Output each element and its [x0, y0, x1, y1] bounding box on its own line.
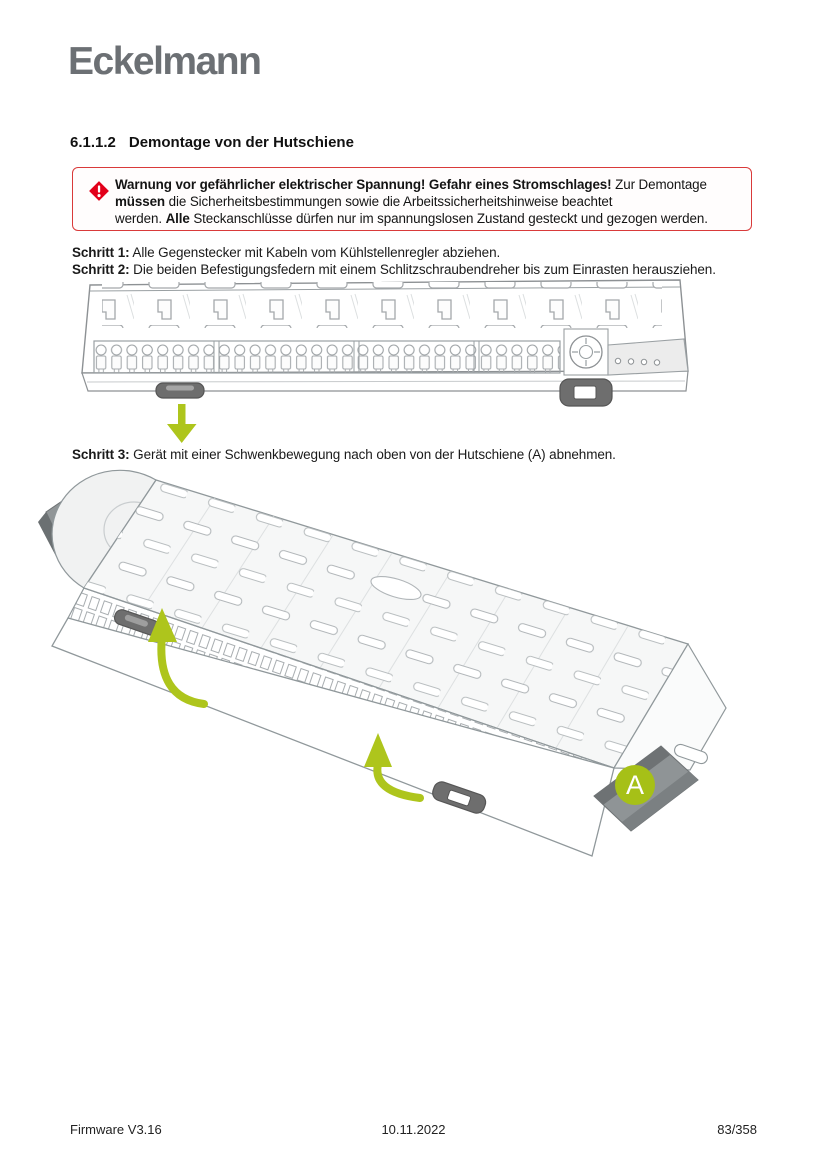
- step-3-block: [72, 447, 616, 464]
- rail-label-badge: [615, 765, 655, 805]
- footer-page-number: 83/358: [717, 1122, 757, 1137]
- electric-warning-icon: [88, 180, 110, 202]
- rotary-switch: [564, 329, 608, 375]
- company-logo: Eckelmann: [68, 40, 261, 83]
- step-1-text: Alle Gegenstecker mit Kabeln vom Kühlstellenregler abziehen.: [129, 245, 501, 260]
- warning-line3-bold: Alle: [165, 211, 190, 227]
- section-title: Demontage von der Hutschiene: [128, 134, 354, 151]
- figure-controller-removal-view: [38, 468, 728, 868]
- warning-line1-rest: Zur Demontage: [611, 177, 707, 192]
- footer-firmware-version: Firmware V3.16: [70, 1122, 162, 1137]
- din-clip-right: [560, 379, 612, 406]
- step-1-label: Schritt 1:: [72, 245, 130, 260]
- footer-date: 10.11.2022: [381, 1122, 446, 1137]
- din-clip-left: [156, 383, 204, 398]
- step-3-text: Gerät mit einer Schwenkbewegung nach oben von der Hutschiene (A) abnehmen.: [129, 447, 616, 462]
- led-panel: [608, 339, 688, 375]
- step-3: [72, 447, 616, 464]
- step-list: [72, 245, 716, 279]
- page-footer: [70, 1122, 757, 1140]
- warning-title: Warnung vor gefährlicher elektrischer Spannung! Gefahr eines Stromschlages!: [115, 177, 612, 192]
- warning-line2-bold: müssen: [115, 194, 166, 210]
- warning-line-2: [115, 193, 743, 210]
- section-number: 6.1.1.2: [70, 134, 116, 151]
- rail-label-a: A: [625, 770, 645, 800]
- figure-controller-front-view: [78, 279, 698, 447]
- step-3-label: Schritt 3:: [72, 447, 130, 462]
- step-2: [72, 262, 716, 279]
- section-heading: [70, 134, 354, 151]
- warning-line3-pre: werden.: [115, 211, 166, 227]
- controller-housing: [82, 280, 688, 443]
- warning-line2-rest: die Sicherheitsbestimmungen sowie die Arbeitssicherheitshinweise beachtet: [165, 194, 613, 210]
- warning-text: [115, 176, 743, 228]
- warning-line-3: [115, 210, 743, 227]
- step-1: [72, 245, 716, 262]
- step-2-label: Schritt 2:: [72, 261, 130, 277]
- warning-line-1: [115, 176, 743, 193]
- warning-box: [72, 167, 752, 231]
- warning-line3-rest: Steckanschlüsse dürfen nur im spannungslosen Zustand gesteckt und gezogen werden.: [189, 211, 708, 227]
- pull-down-arrow-icon: [167, 404, 197, 443]
- step-2-text: Die beiden Befestigungsfedern mit einem Schlitzschraubendreher bis zum Einrasten herausziehen.: [129, 261, 716, 277]
